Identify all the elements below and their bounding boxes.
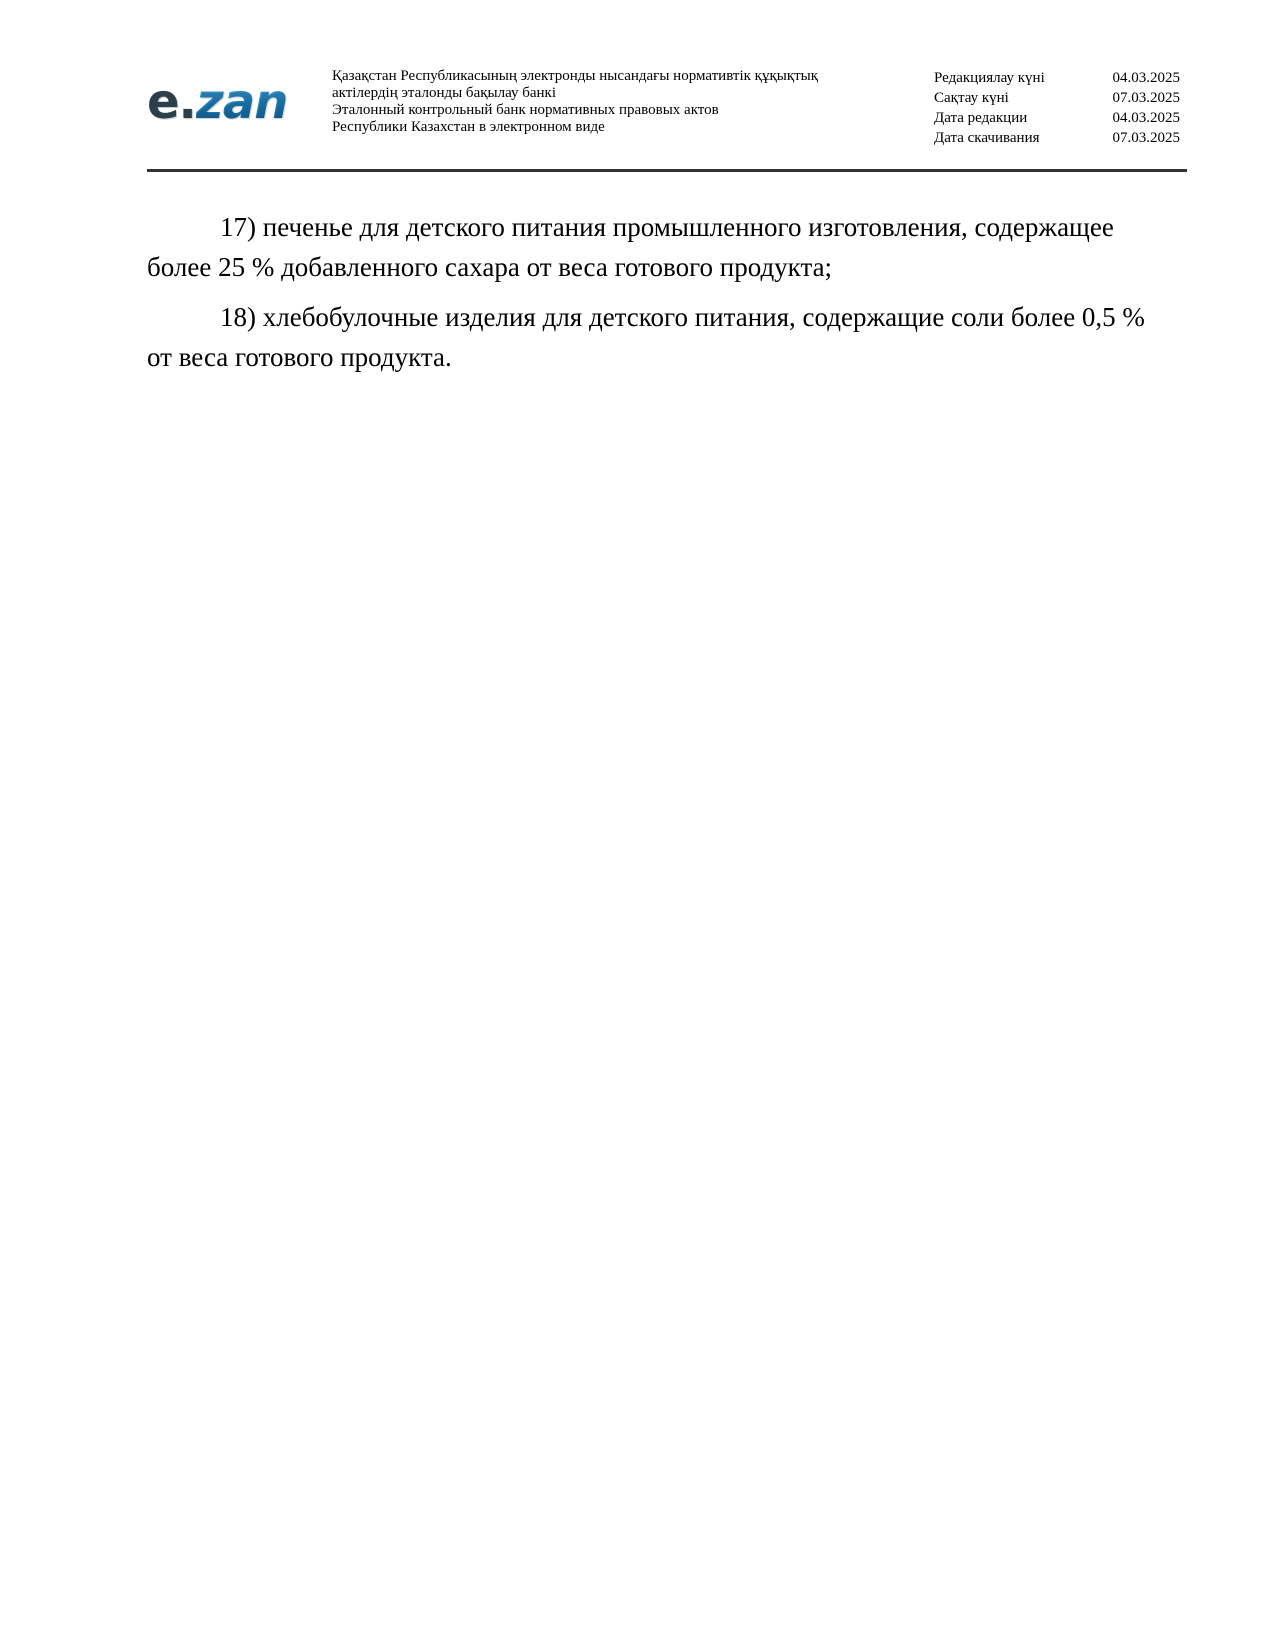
source-line: Қазақстан Республикасының электронды нысандағы нормативтік құқықтық — [332, 68, 819, 84]
source-line: Эталонный контрольный банк нормативных правовых актов — [332, 102, 719, 118]
date-row-save-kz — [934, 88, 1180, 108]
date-row-edit-ru — [934, 108, 1180, 128]
date-value: 07.03.2025 — [1112, 130, 1180, 146]
date-label: Дата скачивания — [934, 130, 1040, 146]
logo-part-e: e. — [147, 74, 196, 130]
date-row-download-ru — [934, 128, 1180, 148]
date-row-edit-kz — [934, 68, 1180, 88]
date-value: 04.03.2025 — [1112, 70, 1180, 86]
list-item-17: 17) печенье для детского питания промышленного изготовления, содержащее более 25 % добавленного сахара от веса готового продукта; — [147, 212, 1114, 282]
date-label: Редакциялау күні — [934, 70, 1045, 86]
list-item-18: 18) хлебобулочные изделия для детского питания, содержащие соли более 0,5 % от веса готового продукта. — [147, 302, 1145, 372]
date-value: 04.03.2025 — [1112, 110, 1180, 126]
source-line: актілердің эталонды бақылау банкі — [332, 85, 556, 101]
document-body — [147, 207, 1157, 387]
date-value: 07.03.2025 — [1112, 90, 1180, 106]
header-divider — [147, 169, 1187, 172]
source-line: Республики Казахстан в электронном виде — [332, 119, 605, 135]
ezan-logo — [147, 72, 287, 132]
date-label: Дата редакции — [934, 110, 1028, 126]
logo-part-zan: zan — [195, 74, 288, 130]
date-table — [934, 68, 1180, 148]
page-header — [147, 60, 1180, 172]
source-description — [332, 68, 892, 136]
date-label: Сақтау күні — [934, 90, 1009, 106]
